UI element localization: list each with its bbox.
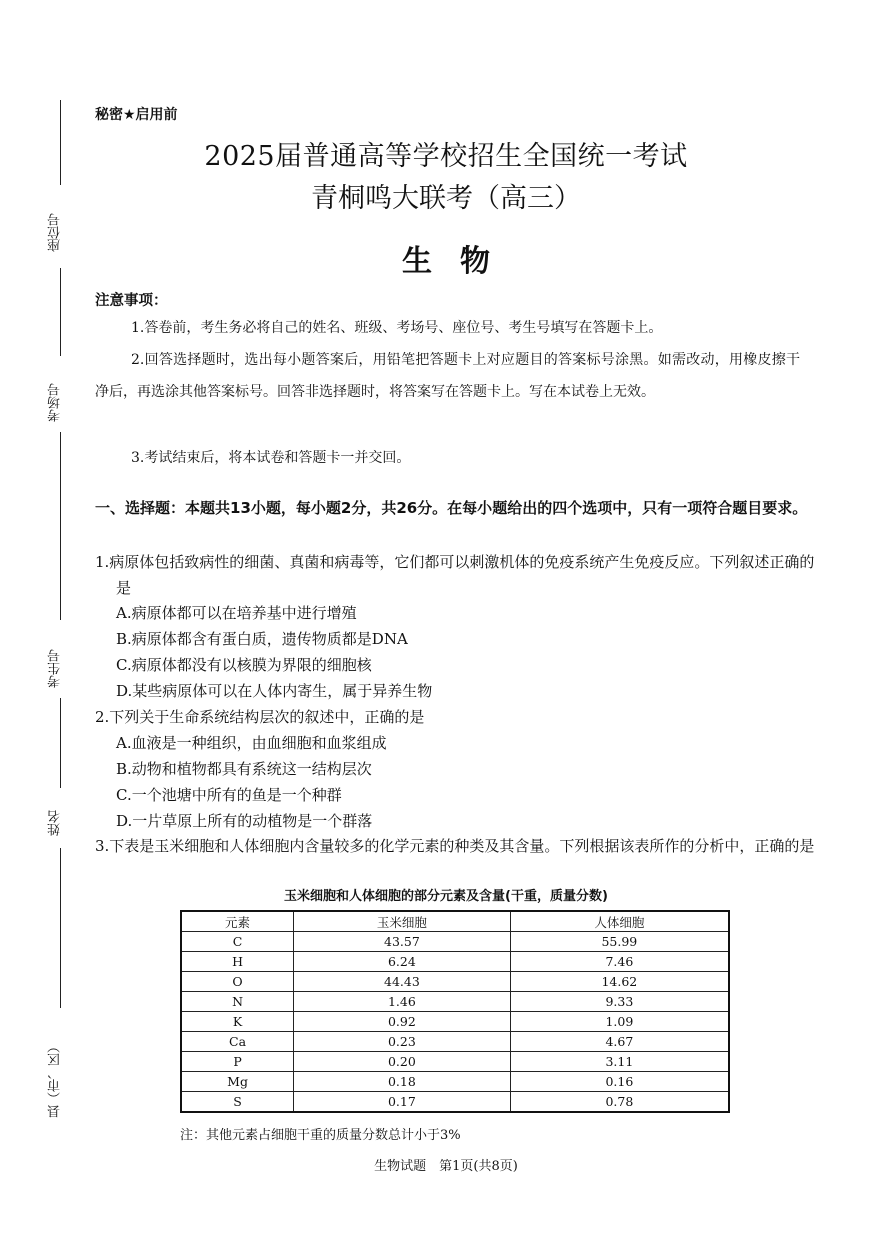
table-row xyxy=(181,1072,729,1092)
table-cell: C xyxy=(181,932,294,952)
question-option: A.血液是一种组织，由血细胞和血浆组成 xyxy=(116,734,387,752)
table-cell: K xyxy=(181,1012,294,1032)
table-cell: 43.57 xyxy=(294,932,511,952)
notice-item: 1.答卷前，考生务必将自己的姓名、班级、考场号、座位号、考生号填写在答题卡上。 xyxy=(131,320,663,336)
question-stem: 2.下列关于生命系统结构层次的叙述中，正确的是 xyxy=(95,708,425,726)
question-option: B.动物和植物都具有系统这一结构层次 xyxy=(116,760,372,778)
table-caption: 玉米细胞和人体细胞的部分元素及含量(干重，质量分数) xyxy=(284,889,608,904)
table-cell: 1.09 xyxy=(510,1012,729,1032)
question-option: C.病原体都没有以核膜为界限的细胞核 xyxy=(116,656,372,674)
notice-item: 2.回答选择题时，选出每小题答案后，用铅笔把答题卡上对应题目的答案标号涂黑。如需改动，用橡皮擦干净后，再选涂其他答案标号。回答非选择题时，将答案写在答题卡上。写在本试卷上无效。 xyxy=(95,352,800,400)
table-cell: 4.67 xyxy=(510,1032,729,1052)
table-row xyxy=(181,932,729,952)
question-option: A.病原体都可以在培养基中进行增殖 xyxy=(116,604,357,622)
table-header-row xyxy=(181,911,729,932)
question-stem: 1.病原体包括致病性的细菌、真菌和病毒等，它们都可以刺激机体的免疫系统产生免疫反应。下列叙述正确的是 xyxy=(95,553,815,597)
table-row xyxy=(181,952,729,972)
table-cell: 14.62 xyxy=(510,972,729,992)
candidate-number-label: 考生号 xyxy=(48,649,63,688)
page-footer: 生物试题 第1页(共8页) xyxy=(374,1159,518,1174)
table-cell: 0.18 xyxy=(294,1072,511,1092)
notice-title: 注意事项： xyxy=(95,293,168,309)
table-row xyxy=(181,1032,729,1052)
question-option: D.一片草原上所有的动植物是一个群落 xyxy=(116,812,373,830)
question-option: D.某些病原体可以在人体内寄生，属于异养生物 xyxy=(116,682,433,700)
table-row xyxy=(181,1092,729,1113)
table-row xyxy=(181,1052,729,1072)
table-cell: 0.78 xyxy=(510,1092,729,1113)
table-cell: 7.46 xyxy=(510,952,729,972)
table-cell: 0.16 xyxy=(510,1072,729,1092)
table-cell: P xyxy=(181,1052,294,1072)
table-cell: 6.24 xyxy=(294,952,511,972)
binding-line xyxy=(60,432,61,620)
table-cell: 55.99 xyxy=(510,932,729,952)
binding-line xyxy=(60,848,61,1008)
table-cell: H xyxy=(181,952,294,972)
secret-mark: 秘密★启用前 xyxy=(95,107,178,123)
exam-subtitle: 青桐鸣大联考（高三） xyxy=(311,183,581,214)
table-row xyxy=(181,992,729,1012)
question-option: B.病原体都含有蛋白质，遗传物质都是DNA xyxy=(116,630,408,648)
exam-room-label: 考场号 xyxy=(48,383,63,422)
table-cell: 0.20 xyxy=(294,1052,511,1072)
exam-title: 2025届普通高等学校招生全国统一考试 xyxy=(204,141,688,172)
seat-number-label: 座位号 xyxy=(48,213,63,252)
column-header: 玉米细胞 xyxy=(294,911,511,932)
table-note: 注：其他元素占细胞干重的质量分数总计小于3% xyxy=(180,1128,461,1143)
table-cell: 9.33 xyxy=(510,992,729,1012)
table-cell: Mg xyxy=(181,1072,294,1092)
notice-item: 3.考试结束后，将本试卷和答题卡一并交回。 xyxy=(131,450,411,466)
table-cell: S xyxy=(181,1092,294,1113)
column-header: 人体细胞 xyxy=(510,911,729,932)
table-cell: 0.17 xyxy=(294,1092,511,1113)
table-cell: N xyxy=(181,992,294,1012)
table-cell: 44.43 xyxy=(294,972,511,992)
table-cell: 3.11 xyxy=(510,1052,729,1072)
county-label: 县（市、区） xyxy=(48,1040,63,1118)
name-label: 姓名 xyxy=(48,810,63,836)
table-cell: 1.46 xyxy=(294,992,511,1012)
table-cell: 0.92 xyxy=(294,1012,511,1032)
question-stem: 3.下表是玉米细胞和人体细胞内含量较多的化学元素的种类及其含量。下列根据该表所作的分析中，正确的是 xyxy=(95,837,815,855)
table-cell: Ca xyxy=(181,1032,294,1052)
section-heading: 一、选择题：本题共13小题，每小题2分，共26分。在每小题给出的四个选项中，只有一项符合题目要求。 xyxy=(95,499,808,517)
question-option: C.一个池塘中所有的鱼是一个种群 xyxy=(116,786,342,804)
binding-line xyxy=(60,698,61,788)
table-cell: O xyxy=(181,972,294,992)
subject-title: 生物 xyxy=(402,244,518,279)
table-cell: 0.23 xyxy=(294,1032,511,1052)
binding-line xyxy=(60,268,61,356)
column-header: 元素 xyxy=(181,911,294,932)
table-row xyxy=(181,1012,729,1032)
table-row xyxy=(181,972,729,992)
element-content-table xyxy=(180,910,730,1113)
